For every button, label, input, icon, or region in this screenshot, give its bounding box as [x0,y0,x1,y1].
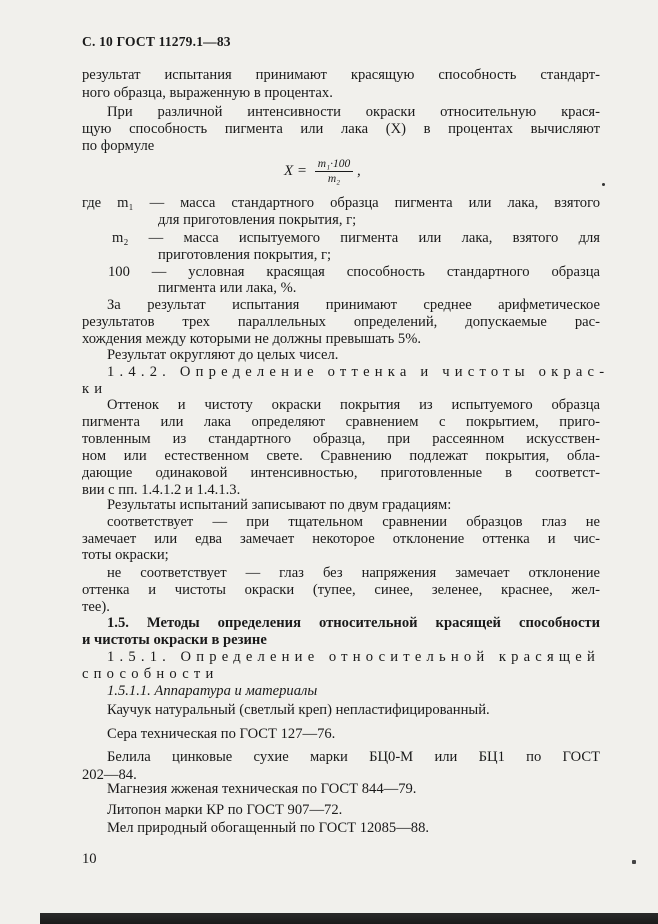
formula-fraction [315,158,353,185]
text-line: товленным из стандартного образца, при рассеянном искусствен- [82,431,600,447]
section-heading: 1.4.2. Определение оттенка и чистоты окрас- [107,364,610,380]
subsubsection-heading: 1.5.1.1. Аппаратура и материалы [107,683,318,699]
scan-edge-shadow [40,913,658,924]
text-line: результат испытания принимают красящую способность стандарт- [82,67,600,83]
text-line: Белила цинковые сухие марки БЦ0-М или БЦ1 по ГОСТ [107,749,600,765]
text-line: Оттенок и чистоту окраски покрытия из испытуемого образца [107,397,600,413]
text-line: для приготовления покрытия, г; [158,212,357,228]
text-line: дающие одинаковой интенсивностью, приготовленные в соответст- [82,465,600,481]
text-line: не соответствует — глаз без напряжения замечает отклонение [107,565,600,581]
text-line: Результаты испытаний записывают по двум градациям: [107,497,452,513]
text-line: оттенка и чистоты окраски (тупее, синее, зеленее, краснее, жел- [82,582,600,598]
formula-denominator: m₂ [327,173,341,185]
text-line: тоты окраски; [82,547,169,563]
formula-tail: , [356,162,361,179]
text-line: Мел природный обогащенный по ГОСТ 12085—88. [107,820,430,836]
section-heading-bold-cont: и чистоты окраски в резине [82,632,267,648]
text-line: хождения между которыми не должны превышать 5%. [82,331,422,347]
text-line: Магнезия жженая техническая по ГОСТ 844—79. [107,781,417,797]
text-line: где m₁ — масса стандартного образца пигмента или лака, взятого [82,195,600,211]
text-line: ном или естественном свете. Сравнению подлежат покрытия, обла- [82,448,600,464]
text-line: 100 — условная красящая способность стандартного образца [108,264,600,280]
text-line: замечает или едва замечает некоторое отклонение оттенка и чис- [82,531,600,547]
subsection-heading-cont: способности [82,666,219,682]
page-number: 10 [82,851,97,867]
formula-lhs: X = [284,162,308,179]
scan-artifact [632,860,636,864]
formula-numerator: m₁·100 [315,158,353,172]
text-line: результатов трех параллельных определений, допускаемые рас- [82,314,600,330]
text-line: За результат испытания принимают среднее арифметическое [107,297,600,313]
print-speck [602,183,605,186]
text-line: приготовления покрытия, г; [158,247,332,263]
text-line: по формуле [82,138,155,154]
section-heading-bold: 1.5. Методы определения относительной красящей способности [107,615,600,631]
section-heading-cont: ки [82,381,108,397]
text-line: пигмента или лака, %. [158,280,297,296]
subsection-heading: 1.5.1. Определение относительной красящей [107,649,600,665]
text-line: При различной интенсивности окраски относительную крася- [107,104,600,120]
text-line: Результат округляют до целых чисел. [107,347,339,363]
page-header: С. 10 ГОСТ 11279.1—83 [82,34,231,49]
formula [284,158,361,185]
text-line: тее). [82,599,110,615]
text-line: Литопон марки КР по ГОСТ 907—72. [107,802,343,818]
text-line: Сера техническая по ГОСТ 127—76. [107,726,336,742]
text-line: ного образца, выраженную в процентах. [82,85,333,101]
text-line: Каучук натуральный (светлый креп) непластифицированный. [107,702,490,718]
text-line: пигмента или лака определяют сравнением с покрытием, приго- [82,414,600,430]
text-line: вии с пп. 1.4.1.2 и 1.4.1.3. [82,482,241,498]
text-line: щую способность пигмента или лака (X) в процентах вычисляют [82,121,600,137]
text-line: m₂ — масса испытуемого пигмента или лака, взятого для [112,230,600,246]
text-line: соответствует — при тщательном сравнении образцов глаз не [107,514,600,530]
text-line: 202—84. [82,767,137,783]
